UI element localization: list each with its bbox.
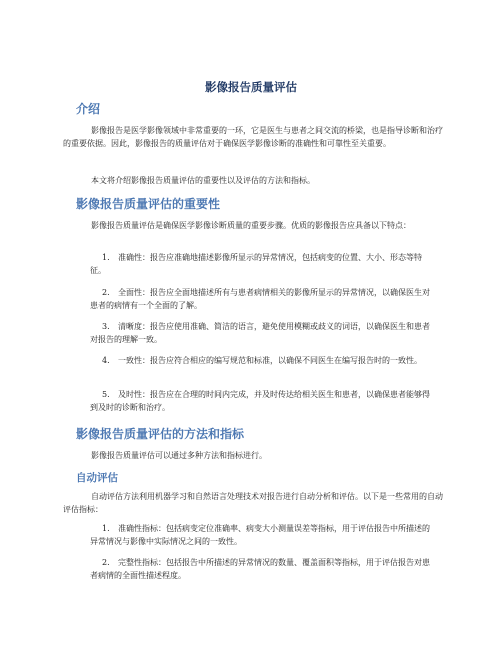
heading-intro: 介绍 bbox=[76, 102, 101, 116]
list-number: 5. bbox=[102, 390, 110, 399]
list-number: 2. bbox=[102, 558, 110, 567]
list-item bbox=[90, 286, 430, 312]
intro-paragraph-1: 影像报告是医学影像领域中非常重要的一环，它是医生与患者之间交流的桥梁，也是指导诊断和治疗的重要依据。因此，影像报告的质量评估对于确保医学影像诊断的准确性和可靠性至关重要。 bbox=[63, 126, 443, 148]
list-text: 清晰度：报告应使用准确、简洁的语言，避免使用模糊或歧义的词语，以确保医生和患者对报告的理解一致。 bbox=[90, 322, 430, 344]
list-number: 1. bbox=[102, 524, 110, 533]
list-item bbox=[90, 251, 430, 277]
list-item bbox=[90, 556, 430, 582]
list-text: 全面性：报告应全面地描述所有与患者病情相关的影像所显示的异常情况，以确保医生对患者的病情有一个全面的了解。 bbox=[90, 288, 430, 310]
list-number: 4. bbox=[102, 356, 110, 365]
intro-paragraph-2: 本文将介绍影像报告质量评估的重要性以及评估的方法和指标。 bbox=[91, 176, 315, 185]
list-item bbox=[90, 354, 430, 367]
heading-methods: 影像报告质量评估的方法和指标 bbox=[76, 427, 245, 441]
heading-auto-evaluation: 自动评估 bbox=[76, 472, 118, 484]
heading-importance: 影像报告质量评估的重要性 bbox=[76, 197, 221, 211]
list-item bbox=[90, 522, 430, 548]
list-item bbox=[90, 388, 430, 414]
list-number: 1. bbox=[102, 253, 110, 262]
list-text: 及时性：报告应在合理的时间内完成，并及时传达给相关医生和患者，以确保患者能够得到及时的诊断和治疗。 bbox=[90, 390, 430, 412]
list-text: 准确性指标：包括病变定位准确率、病变大小测量误差等指标，用于评估报告中所描述的异常情况与影像中实际情况之间的一致性。 bbox=[90, 524, 430, 546]
document-title: 影像报告质量评估 bbox=[205, 80, 297, 94]
auto-paragraph-1: 自动评估方法利用机器学习和自然语言处理技术对报告进行自动分析和评估。以下是一些常用的自动评估指标： bbox=[63, 492, 443, 514]
list-number: 2. bbox=[102, 288, 110, 297]
importance-paragraph-1: 影像报告质量评估是确保医学影像诊断质量的重要步骤。优质的影像报告应具备以下特点： bbox=[91, 221, 411, 230]
list-text: 准确性：报告应准确地描述影像所显示的异常情况，包括病变的位置、大小、形态等特征。 bbox=[90, 253, 422, 275]
list-number: 3. bbox=[102, 322, 110, 331]
list-text: 完整性指标：包括报告中所描述的异常情况的数量、覆盖面积等指标，用于评估报告对患者病情的全面性描述程度。 bbox=[90, 558, 430, 580]
list-text: 一致性：报告应符合相应的编写规范和标准，以确保不同医生在编写报告时的一致性。 bbox=[118, 356, 422, 365]
methods-paragraph-1: 影像报告质量评估可以通过多种方法和指标进行。 bbox=[91, 451, 267, 460]
list-item bbox=[90, 320, 430, 346]
